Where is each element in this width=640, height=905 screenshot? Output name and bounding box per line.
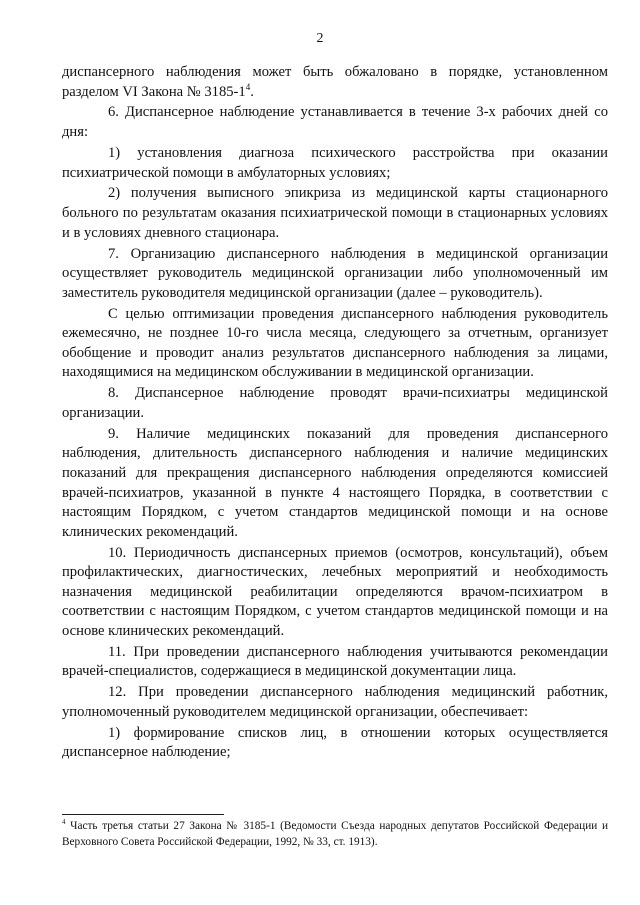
document-body — [62, 63, 608, 764]
footnote-reference[interactable]: 4 — [245, 81, 251, 92]
paragraph-continuation: диспансерного наблюдения может быть обжаловано в порядке, установленном разделом VI Закона № $3185-1^4$. — [62, 64, 608, 100]
paragraph-item-9: 9. Наличие медицинских показаний для проведения диспансерного наблюдения, длительность диспансерного наблюдения и наличие медицинских показаний для прекращения диспансерного наблюдения определяются комиссией врачей-психиатров, указанной в пункте 4 настоящего Порядка, в соответствии с настоящим Порядком, с учетом стандартов медицинской помощи и на основе клинических рекомендаций. — [62, 425, 608, 540]
paragraph-item-7-cont: С целью оптимизации проведения диспансерного наблюдения руководитель ежемесячно, не позднее 10-го числа месяца, следующего за отчетным, организует обобщение и проводит анализ результатов диспансерного наблюдения за лицами, находящимися на медицинском обслуживании в медицинской организации. — [62, 305, 608, 381]
paragraph-item-6: 6. Диспансерное наблюдение устанавливается в течение 3-х рабочих дней со дня: — [62, 104, 608, 141]
paragraph-item-11: 11. При проведении диспансерного наблюдения учитываются рекомендации врачей-специалистов, содержащиеся в медицинской документации лица. — [62, 643, 608, 680]
subitem-6-1: 1) установления диагноза психического расстройства при оказании психиатрической помощи в амбулаторных условиях; — [62, 144, 608, 181]
paragraph-item-8: 8. Диспансерное наблюдение проводят врачи-психиатры медицинской организации. — [62, 385, 608, 421]
footnote-text: Часть третья статьи 27 Закона № 3185-1 (Ведомости Съезда народных депутатов Российской Федерации и Верховного Совета Российской Федерации, 1992, № 33, ст. 1913). — [62, 820, 608, 848]
paragraph-item-10: 10. Периодичность диспансерных приемов (осмотров, консультаций), объем профилактических, диагностических, лечебных мероприятий и необходимость назначения медицинской реабилитации определяются врачом-психиатром в соответствии с настоящим Порядком, с учетом стандартов медицинской помощи и на основе клинических рекомендаций. — [62, 544, 608, 639]
footnote-marker: 4 — [62, 818, 66, 827]
paragraph-item-7: 7. Организацию диспансерного наблюдения в медицинской организации осуществляет руководитель медицинской организации либо уполномоченный им заместитель руководителя медицинской организации (далее – руководитель). — [62, 245, 608, 301]
subitem-12-1: 1) формирование списков лиц, в отношении которых осуществляется диспансерное наблюдение; — [62, 724, 608, 761]
subitem-6-2: 2) получения выписного эпикриза из медицинской карты стационарного больного по результатам оказания психиатрической помощи в стационарных условиях и в условиях дневного стационара. — [62, 185, 608, 241]
footnote — [62, 818, 608, 850]
footnote-divider — [62, 814, 224, 815]
page-number: 2 — [316, 31, 324, 46]
paragraph-item-12: 12. При проведении диспансерного наблюдения медицинский работник, уполномоченный руководителем медицинской организации, обеспечивает: — [62, 684, 608, 720]
